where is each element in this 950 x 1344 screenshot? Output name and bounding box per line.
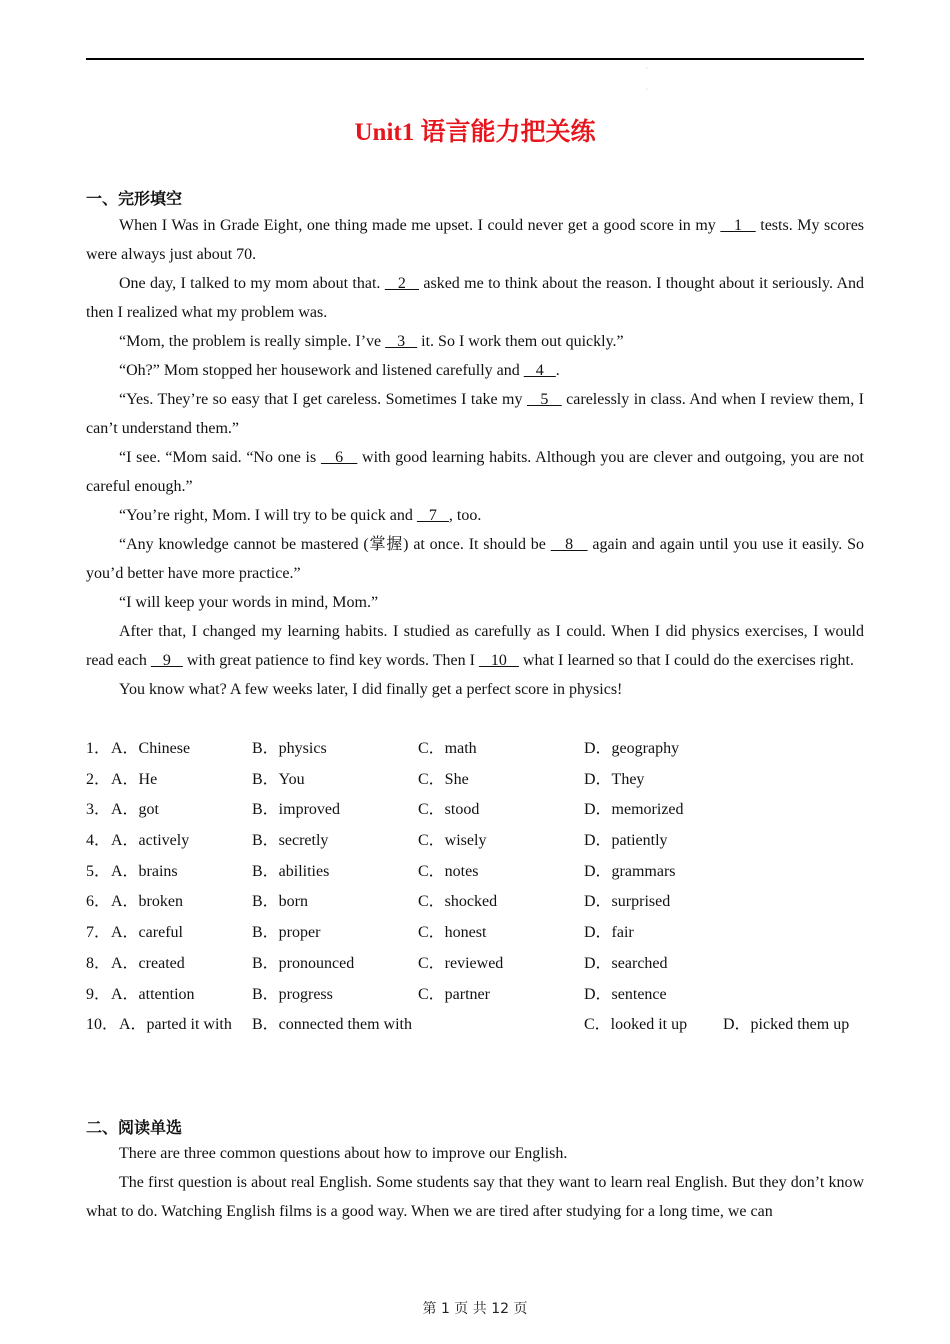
question-number: 4． [86,832,111,850]
option-row [86,980,876,1011]
paragraph [86,1139,864,1168]
option-a: A．created [111,954,185,972]
paragraph [86,385,864,443]
question-number: 1． [86,740,111,757]
option-b: B．abilities [252,862,330,880]
option-c: C．shocked [418,893,498,911]
text-segment: “You’re right, Mom. I will try to be quick and [119,507,417,524]
option-row [86,918,876,949]
paragraph [86,327,864,356]
option-d: D．grammars [584,862,676,880]
text-segment: After that, I changed my learning habits. I studied as carefully as I could. When I did physics exercises, I would read each [86,623,864,669]
option-a: A．Chinese [111,740,191,757]
option-b: B．progress [252,985,333,1003]
paragraph [86,675,864,704]
cloze-blank: 7 [416,507,449,524]
cloze-options [86,734,876,1041]
option-b: B．secretly [252,832,329,850]
option-c: C．looked it up [584,1016,688,1034]
option-d: D．surprised [584,893,671,911]
cloze-blank: 9 [150,652,183,669]
text-segment: One day, I talked to my mom about that. [119,275,385,292]
section-heading-reading: 二、阅读单选 [86,1118,183,1137]
option-b: B．proper [252,924,321,942]
option-b: B．pronounced [252,954,355,972]
cloze-blank: 6 [320,449,358,466]
option-b: B．physics [252,740,327,757]
question-number: 9． [86,985,111,1003]
question-number: 8． [86,954,111,972]
paragraph [86,211,864,269]
cloze-blank: 8 [550,536,588,553]
option-c: C．She [418,770,469,788]
option-c: C．notes [418,862,479,880]
text-segment: it. So I work them out quickly.” [417,333,624,350]
paragraph [86,356,864,385]
text-segment: with good learning habits. Although you are clever and outgoing, you are not careful enough.” [86,449,865,495]
option-b: B．born [252,893,309,911]
text-segment: what I learned so that I could do the exercises right. [518,652,854,669]
text-segment: carelessly in class. And when I review them, I can’t understand them.” [86,391,864,437]
option-row [86,1010,876,1041]
cloze-blank: 4 [523,362,556,379]
question-number: 5． [86,862,111,880]
question-number: 3． [86,801,111,819]
cloze-blank: 2 [384,275,419,292]
option-row [86,826,876,857]
option-row [86,949,876,980]
cloze-blank: 5 [526,391,562,408]
option-row [86,857,876,888]
text-segment: again and again until you use it easily. So you’d better have more practice.” [86,536,864,582]
page-footer: 第 1 页 共 12 页 [422,1301,528,1317]
section-heading-cloze: 一、完形填空 [86,189,183,208]
option-d: D．sentence [584,985,667,1003]
text-segment: with great patience to find key words. Then I [182,652,479,669]
text-segment: “I see. “Mom said. “No one is [119,449,321,466]
paragraph [86,530,864,588]
option-c: C．honest [418,924,487,942]
option-d: D．picked them up [723,1016,850,1034]
option-a: A．attention [111,985,195,1003]
text-segment: tests. My scores were always just about 70. [86,217,865,263]
question-number: 6． [86,893,111,911]
option-a: A．careful [111,924,183,942]
option-a: A．brains [111,862,178,880]
paragraph [86,269,864,327]
option-a: A．broken [111,893,183,911]
option-b: B．improved [252,801,340,819]
option-c: C．partner [418,985,490,1003]
text-segment: “Yes. They’re so easy that I get careless. Sometimes I take my [119,391,527,408]
text-segment: . [555,362,560,379]
text-segment: , too. [448,507,482,524]
header-mark: · [646,87,648,93]
option-row [86,795,876,826]
text-segment: “Mom, the problem is really simple. I’ve [119,333,386,350]
paragraph [86,588,864,617]
option-d: D．geography [584,740,680,757]
text-segment: You know what? A few weeks later, I did finally get a perfect score in physics! [119,681,623,698]
header-rule [86,58,864,60]
question-number: 7． [86,924,111,942]
text-segment: “Any knowledge cannot be mastered (掌握) at once. It should be [119,536,551,553]
page-title: Unit1 语言能力把关练 [354,119,596,146]
text-segment: There are three common questions about how to improve our English. [119,1145,568,1162]
reading-passage [86,1139,864,1226]
option-a: A．parted it with [119,1016,232,1034]
cloze-blank: 10 [478,652,519,669]
paragraph [86,1168,864,1226]
question-number: 10． [86,1016,119,1034]
option-a: A．actively [111,832,190,850]
cloze-blank: 3 [385,333,418,350]
text-segment: When I Was in Grade Eight, one thing made me upset. I could never get a good score in my [119,217,721,234]
header-mark: · [646,66,648,72]
option-a: A．got [111,801,160,819]
option-a: A．He [111,770,158,788]
cloze-passage [86,211,864,704]
text-segment: “Oh?” Mom stopped her housework and listened carefully and [119,362,524,379]
option-row [86,887,876,918]
option-d: D．patiently [584,832,668,850]
option-d: D．fair [584,924,634,942]
option-c: C．math [418,740,477,757]
text-segment: “I will keep your words in mind, Mom.” [119,594,379,611]
option-d: D．memorized [584,801,684,819]
option-c: C．reviewed [418,954,504,972]
option-d: D．searched [584,954,668,972]
option-row [86,765,876,796]
option-b: B．You [252,770,305,788]
option-row [86,734,876,765]
option-c: C．wisely [418,832,487,850]
question-number: 2． [86,770,111,788]
option-c: C．stood [418,801,480,819]
text-segment: The first question is about real English. Some students say that they want to learn real English. But they don’t know what to do. Watching English films is a good way. When we are tired after studying for a long time, we can [86,1174,864,1220]
paragraph [86,617,864,675]
text-segment: asked me to think about the reason. I thought about it seriously. And then I realized what my problem was. [86,275,865,321]
paragraph [86,501,864,530]
option-b: B．connected them with [252,1016,412,1034]
cloze-blank: 1 [720,217,756,234]
paragraph [86,443,864,501]
option-d: D．They [584,770,645,788]
